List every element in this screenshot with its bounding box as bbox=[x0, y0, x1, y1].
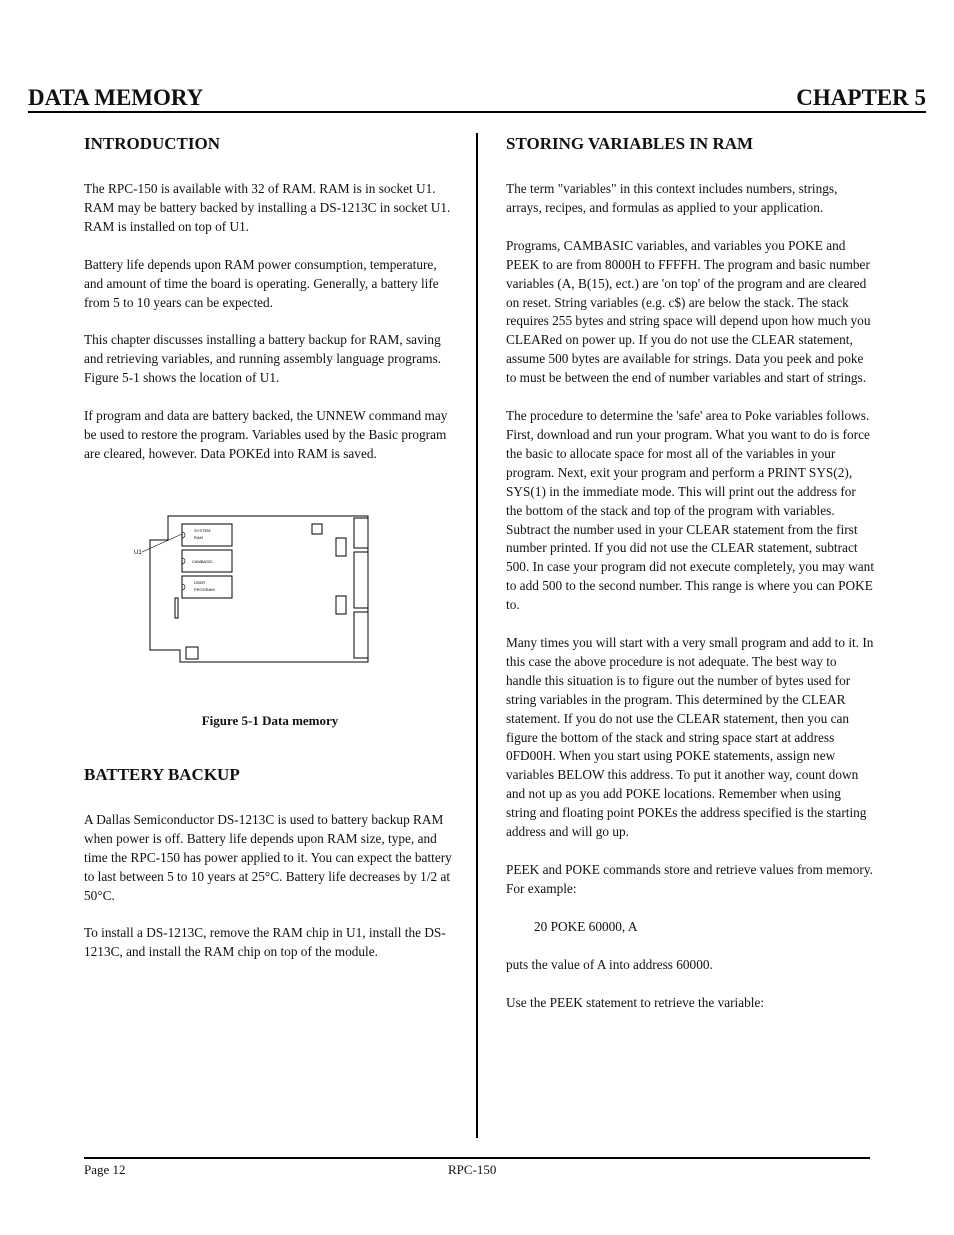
intro-paragraph: This chapter discusses installing a battery backup for RAM, saving and retrieving variables, and running assembly language programs. Figure 5-1 shows the location of U1. bbox=[84, 332, 442, 386]
corner-square-component bbox=[186, 647, 198, 659]
introduction-heading: INTRODUCTION bbox=[84, 134, 221, 153]
body-paragraph: Use the PEEK statement to retrieve the variable: bbox=[506, 994, 765, 1010]
right-column bbox=[506, 133, 874, 1032]
battery-paragraph: To install a DS-1213C, remove the RAM chip in U1, install the DS-1213C, and install the RAM chip on top of the module. bbox=[84, 925, 446, 960]
body-paragraph: PEEK and POKE commands store and retrieve values from memory. For example: bbox=[506, 862, 873, 896]
code-example: 20 POKE 60000, A bbox=[534, 918, 638, 934]
footer-divider bbox=[84, 1157, 870, 1159]
intro-paragraph: Battery life depends upon RAM power consumption, temperature, and amount of time the board is operating. Generally, a battery life from 5 to 10 years can be expected. bbox=[84, 256, 439, 310]
board-diagram bbox=[84, 504, 456, 674]
chapter-section-title: DATA MEMORY bbox=[28, 85, 204, 110]
battery-backup-heading: BATTERY BACKUP bbox=[84, 764, 240, 784]
product-name: RPC-150 bbox=[448, 1162, 497, 1177]
left-column bbox=[84, 133, 456, 981]
connector-large-2 bbox=[354, 552, 368, 608]
header-divider bbox=[28, 111, 926, 113]
connector-large-3 bbox=[354, 612, 368, 658]
intro-paragraph: The RPC-150 is available with 32 of RAM. RAM is in socket U1. RAM may be battery backed by installing a DS-1213C in socket U1. RAM is installed on top of U1. bbox=[84, 181, 451, 234]
storing-variables-heading: STORING VARIABLES IN RAM bbox=[506, 134, 754, 153]
connector-large-1 bbox=[354, 518, 368, 548]
body-paragraph: Many times you will start with a very small program and add to it. In this case the above procedure is not adequate. The best way to handle this situation is to figure out the number of bytes used for string variables in the program. This determined by the CLEAR statement. If you do not use the CLEAR statement, then you can figure the bottom of the stack and string space start at address 0FD00H. When you start using POKE statements, assign new variables BELOW this address. To put it another way, count down and not up as you add POKE locations. Remember when using string and floating point POKEs the address specified is the starting address and will go up. bbox=[506, 635, 874, 840]
u1-pointer bbox=[142, 534, 182, 552]
body-paragraph: Programs, CAMBASIC variables, and variables you POKE and PEEK to are from 8000H to FFFFH. The program and basic number variables (A, B(15), ect.) are 'on top' of the program and are cleared on reset. String variables (e.g. c$) are below the stack. The stack requires 255 bytes and string space will depend upon how much you CLEARed on power up. If you do not use the CLEAR statement, assume 500 bytes are available for strings. Data you peek and poke to must be between the end of number variables and start of strings. bbox=[506, 237, 871, 386]
system-ram-label-1: SYSTEM bbox=[194, 527, 211, 533]
small-square-component bbox=[312, 524, 322, 534]
intro-paragraph: If program and data are battery backed, the UNNEW command may be used to restore the program. Variables used by the Basic program are cleared, however. Data POKEd into RAM is saved. bbox=[84, 408, 448, 461]
system-ram-label-2: RAM bbox=[194, 534, 203, 540]
body-paragraph: puts the value of A into address 60000. bbox=[506, 956, 713, 972]
connector-small-2 bbox=[336, 596, 346, 614]
vertical-strip-component bbox=[175, 598, 178, 618]
column-divider bbox=[476, 133, 478, 1138]
body-paragraph: The procedure to determine the 'safe' area to Poke variables follows. First, download and run your program. What you want to do is force the basic to allocate space for most all of the variables in your program. Next, exit your program and perform a PRINT SYS(2), SYS(1) in the immediate mode. This will print out the address for the bottom of the stack and top of the program with variables. Subtract the number used in your CLEAR statement from the first number printed. If you did not use the CLEAR statement, subtract 500. In case your program did not execute completely, you may want to add 500 to the second number. This range is where you can POKE to. bbox=[506, 408, 875, 613]
u1-label: U1 bbox=[134, 549, 142, 556]
connector-small-1 bbox=[336, 538, 346, 556]
user-program-label-1: USER bbox=[194, 579, 206, 585]
cambasic-label: CAMBASIC bbox=[192, 558, 213, 564]
figure-caption: Figure 5-1 Data memory bbox=[201, 712, 339, 728]
chapter-number-title: CHAPTER 5 bbox=[796, 85, 926, 110]
battery-paragraph: A Dallas Semiconductor DS-1213C is used to battery backup RAM when power is off. Battery life depends upon RAM size, type, and time the RPC-150 has power applied to it. You can expect the battery to last between 5 to 10 years at 25°C. Battery life decreases by 1/2 at 50°C. bbox=[84, 811, 452, 903]
page-number: Page 12 bbox=[84, 1162, 126, 1177]
user-program-label-2: PROGRAM bbox=[194, 586, 215, 592]
figure-data-memory bbox=[84, 494, 456, 729]
body-paragraph: The term "variables" in this context includes numbers, strings, arrays, recipes, and formulas as applied to your application. bbox=[506, 181, 838, 215]
